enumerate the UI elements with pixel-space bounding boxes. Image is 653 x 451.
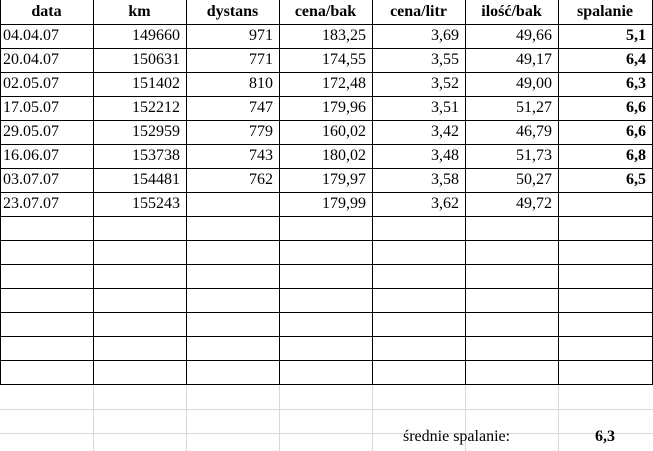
table-border — [0, 120, 653, 121]
cell-consumption[interactable]: 6,6 — [626, 99, 646, 116]
cell-date[interactable]: 04.04.07 — [3, 27, 59, 44]
header-consumption[interactable]: spalanie — [576, 3, 633, 20]
cell-date[interactable]: 23.07.07 — [3, 195, 59, 212]
cell-km[interactable]: 149660 — [132, 27, 180, 44]
header-km[interactable]: km — [128, 3, 151, 20]
cell-price-per-tank[interactable]: 174,55 — [322, 51, 366, 68]
cell-amount-per-tank[interactable]: 51,73 — [516, 147, 552, 164]
gridline — [0, 433, 653, 434]
cell-price-per-tank[interactable]: 172,48 — [322, 75, 366, 92]
cell-distance[interactable] — [186, 192, 279, 216]
cell-date[interactable]: 20.04.07 — [3, 51, 59, 68]
table-border — [0, 192, 653, 193]
cell-date[interactable]: 16.06.07 — [3, 147, 59, 164]
table-border — [0, 312, 653, 313]
cell-consumption[interactable]: 6,5 — [626, 171, 646, 188]
cell-consumption[interactable] — [558, 192, 652, 216]
average-consumption-label: średnie spalanie: — [403, 428, 511, 445]
cell-price-per-tank[interactable]: 183,25 — [322, 27, 366, 44]
cell-km[interactable]: 154481 — [132, 171, 180, 188]
header-price-per-tank[interactable]: cena/bak — [294, 3, 357, 20]
cell-price-per-tank[interactable]: 180,02 — [322, 147, 366, 164]
cell-price-per-tank[interactable]: 179,97 — [322, 171, 366, 188]
cell-consumption[interactable]: 6,3 — [626, 75, 646, 92]
table-border — [0, 24, 653, 25]
cell-consumption[interactable]: 6,8 — [626, 147, 646, 164]
table-border — [0, 72, 653, 73]
cell-price-per-liter[interactable]: 3,48 — [431, 147, 459, 164]
cell-date[interactable]: 02.05.07 — [3, 75, 59, 92]
cell-date[interactable]: 17.05.07 — [3, 99, 59, 116]
cell-price-per-tank[interactable]: 160,02 — [322, 123, 366, 140]
header-amount-per-tank[interactable]: ilość/bak — [481, 3, 542, 20]
cell-amount-per-tank[interactable]: 49,00 — [516, 75, 552, 92]
cell-km[interactable]: 153738 — [132, 147, 180, 164]
cell-consumption[interactable]: 5,1 — [626, 27, 646, 44]
table-border — [0, 360, 653, 361]
cell-price-per-liter[interactable]: 3,62 — [431, 195, 459, 212]
header-price-per-liter[interactable]: cena/litr — [390, 3, 447, 20]
gridline — [186, 385, 187, 451]
cell-distance[interactable]: 810 — [249, 75, 273, 92]
cell-price-per-tank[interactable]: 179,96 — [322, 99, 366, 116]
cell-distance[interactable]: 743 — [249, 147, 273, 164]
table-border — [0, 240, 653, 241]
table-border — [0, 144, 653, 145]
header-distance[interactable]: dystans — [206, 3, 259, 20]
cell-amount-per-tank[interactable]: 49,17 — [516, 51, 552, 68]
cell-distance[interactable]: 779 — [249, 123, 273, 140]
cell-price-per-liter[interactable]: 3,42 — [431, 123, 459, 140]
table-border — [0, 168, 653, 169]
cell-distance[interactable]: 771 — [249, 51, 273, 68]
table-border — [0, 48, 653, 49]
cell-km[interactable]: 152959 — [132, 123, 180, 140]
cell-amount-per-tank[interactable]: 51,27 — [516, 99, 552, 116]
cell-price-per-liter[interactable]: 3,51 — [431, 99, 459, 116]
header-date[interactable]: data — [31, 3, 62, 20]
cell-amount-per-tank[interactable]: 49,66 — [516, 27, 552, 44]
cell-distance[interactable]: 971 — [249, 27, 273, 44]
table-border — [0, 384, 653, 385]
cell-distance[interactable]: 762 — [249, 171, 273, 188]
cell-consumption[interactable]: 6,6 — [626, 123, 646, 140]
cell-date[interactable]: 29.05.07 — [3, 123, 59, 140]
gridline — [279, 385, 280, 451]
gridline — [93, 385, 94, 451]
table-border — [0, 216, 653, 217]
cell-km[interactable]: 152212 — [132, 99, 180, 116]
cell-amount-per-tank[interactable]: 46,79 — [516, 123, 552, 140]
cell-price-per-liter[interactable]: 3,55 — [431, 51, 459, 68]
cell-price-per-liter[interactable]: 3,58 — [431, 171, 459, 188]
cell-price-per-liter[interactable]: 3,69 — [431, 27, 459, 44]
cell-price-per-liter[interactable]: 3,52 — [431, 75, 459, 92]
cell-amount-per-tank[interactable]: 50,27 — [516, 171, 552, 188]
cell-date[interactable]: 03.07.07 — [3, 171, 59, 188]
table-border — [0, 264, 653, 265]
gridline — [372, 385, 373, 451]
table-border — [0, 96, 653, 97]
gridline — [0, 409, 653, 410]
table-border — [0, 336, 653, 337]
average-consumption-value[interactable]: 6,3 — [595, 428, 615, 445]
cell-distance[interactable]: 747 — [249, 99, 273, 116]
cell-km[interactable]: 155243 — [132, 195, 180, 212]
cell-km[interactable]: 150631 — [132, 51, 180, 68]
table-border — [0, 288, 653, 289]
cell-km[interactable]: 151402 — [132, 75, 180, 92]
cell-price-per-tank[interactable]: 179,99 — [322, 195, 366, 212]
cell-amount-per-tank[interactable]: 49,72 — [516, 195, 552, 212]
cell-consumption[interactable]: 6,4 — [626, 51, 646, 68]
